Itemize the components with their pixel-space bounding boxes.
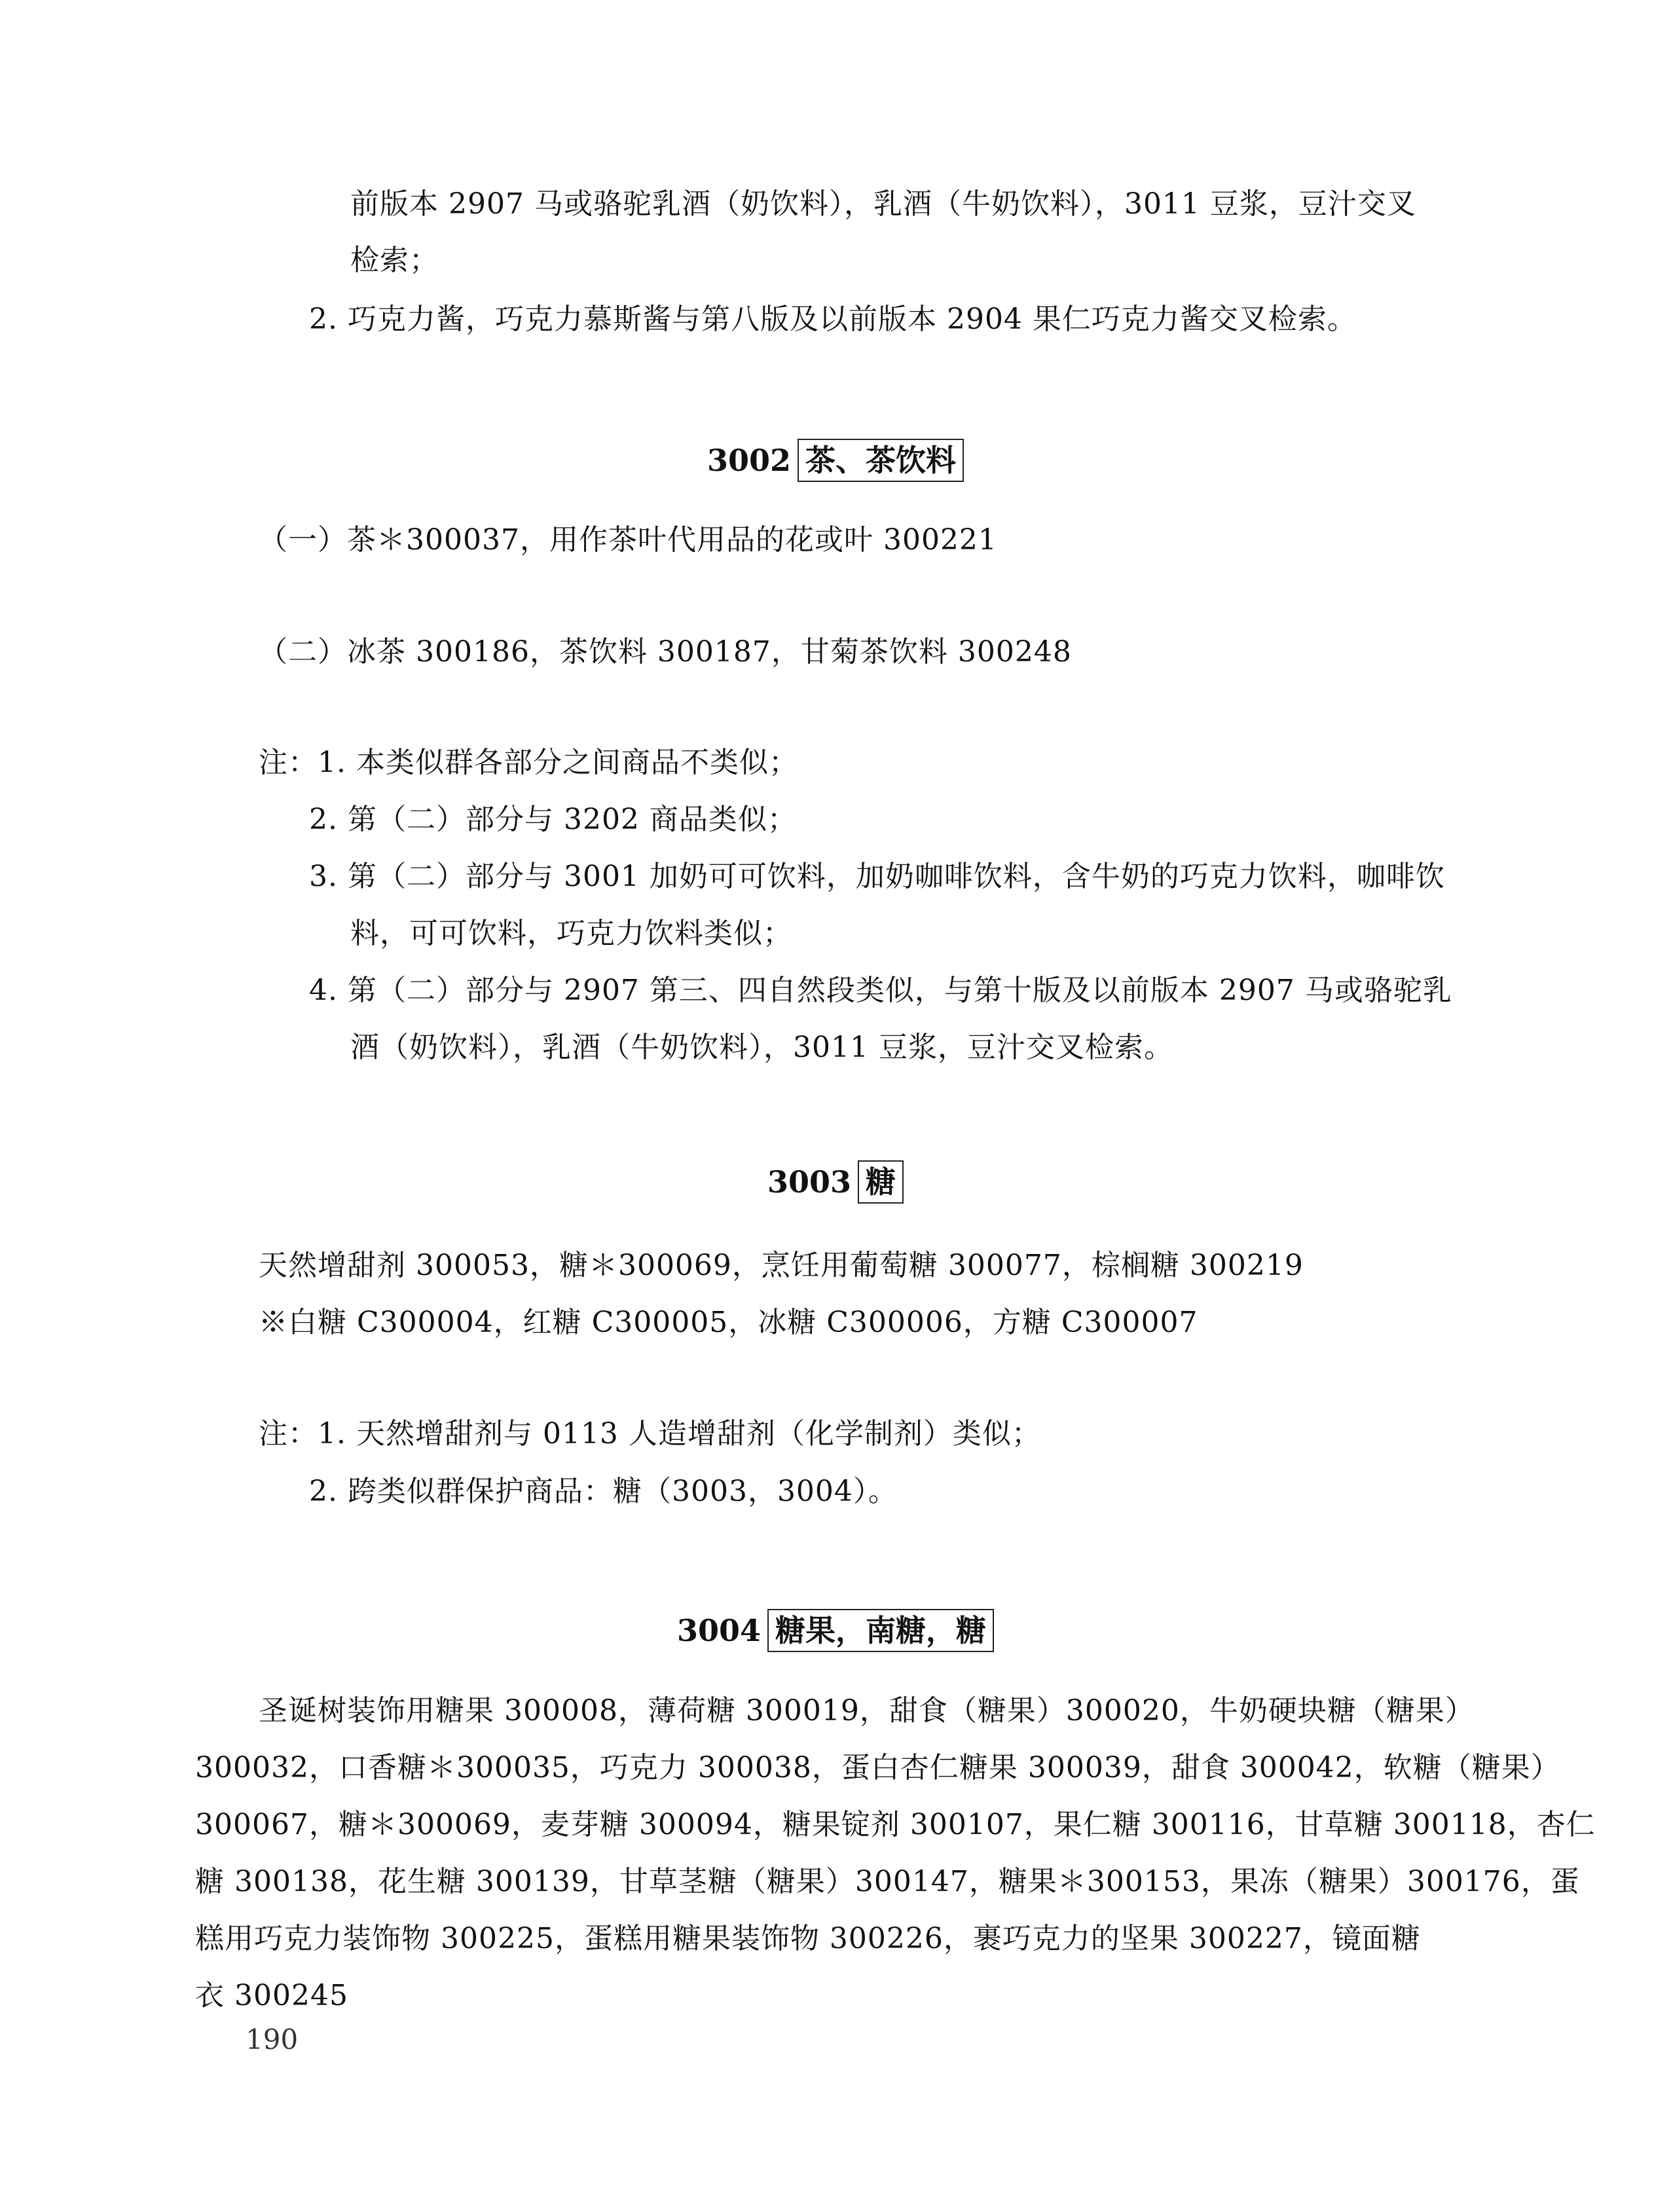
section-3002-part2: （二）冰茶 300186，茶饮料 300187，甘菊茶饮料 300248: [259, 635, 1072, 669]
section-3004-line-5: 糕用巧克力装饰物 300225，蛋糕用糖果装饰物 300226，裹巧克力的坚果 300227，镜面糖: [195, 1922, 1421, 1955]
heading-3004-code: 3004: [676, 1613, 762, 1648]
section-3004-line-4: 糖 300138，花生糖 300139，甘草茎糖（糖果）300147，糖果＊300153，果冻（糖果）300176，蛋: [195, 1865, 1580, 1898]
top-note-1-line1: 前版本 2907 马或骆驼乳酒（奶饮料），乳酒（牛奶饮料），3011 豆浆，豆汁交叉: [350, 187, 1416, 221]
heading-3002-title: 茶、茶饮料: [798, 439, 964, 482]
top-note-2: 2. 巧克力酱，巧克力慕斯酱与第八版及以前版本 2904 果仁巧克力酱交叉检索。: [309, 303, 1357, 336]
heading-3002: [0, 437, 1671, 483]
section-3002-note-3-line2: 料，可可饮料，巧克力饮料类似；: [350, 917, 792, 950]
heading-3002-code: 3002: [707, 443, 792, 478]
section-3003-items-1: 天然增甜剂 300053，糖＊300069，烹饪用葡萄糖 300077，棕榈糖 300219: [259, 1249, 1304, 1282]
section-3002-note-1: 注：1. 本类似群各部分之间商品不类似；: [259, 746, 798, 779]
section-3003-note-2: 2. 跨类似群保护商品：糖（3003，3004）。: [309, 1475, 898, 1508]
heading-3003: [0, 1159, 1671, 1205]
section-3004-line-2: 300032，口香糖＊300035，巧克力 300038，蛋白杏仁糖果 300039，甜食 300042，软糖（糖果）: [195, 1751, 1560, 1784]
section-3004-line-6: 衣 300245: [195, 1979, 348, 2012]
heading-3003-title: 糖: [858, 1160, 904, 1204]
section-3003-note-1: 注：1. 天然增甜剂与 0113 人造增甜剂（化学制剂）类似；: [259, 1417, 1041, 1450]
section-3002-note-4-line1: 4. 第（二）部分与 2907 第三、四自然段类似，与第十版及以前版本 2907 马或骆驼乳: [309, 974, 1452, 1007]
section-3003-items-2: ※白糖 C300004，红糖 C300005，冰糖 C300006，方糖 C300007: [259, 1306, 1198, 1339]
section-3004-line-3: 300067，糖＊300069，麦芽糖 300094，糖果锭剂 300107，果仁糖 300116，甘草糖 300118，杏仁: [195, 1808, 1596, 1841]
heading-3004-title: 糖果，南糖，糖: [767, 1609, 994, 1652]
section-3004-line-1: 圣诞树装饰用糖果 300008，薄荷糖 300019，甜食（糖果）300020，牛奶硬块糖（糖果）: [259, 1694, 1475, 1727]
page-number: 190: [246, 2023, 299, 2055]
section-3002-note-4-line2: 酒（奶饮料），乳酒（牛奶饮料），3011 豆浆，豆汁交叉检索。: [350, 1031, 1173, 1064]
section-3002-part1: （一）茶＊300037，用作茶叶代用品的花或叶 300221: [259, 523, 997, 557]
heading-3004: [0, 1608, 1671, 1653]
heading-3003-code: 3003: [767, 1164, 852, 1200]
section-3002-note-3-line1: 3. 第（二）部分与 3001 加奶可可饮料，加奶咖啡饮料，含牛奶的巧克力饮料，咖啡饮: [309, 860, 1445, 893]
top-note-1-line2: 检索；: [350, 244, 439, 277]
section-3002-note-2: 2. 第（二）部分与 3202 商品类似；: [309, 803, 797, 836]
